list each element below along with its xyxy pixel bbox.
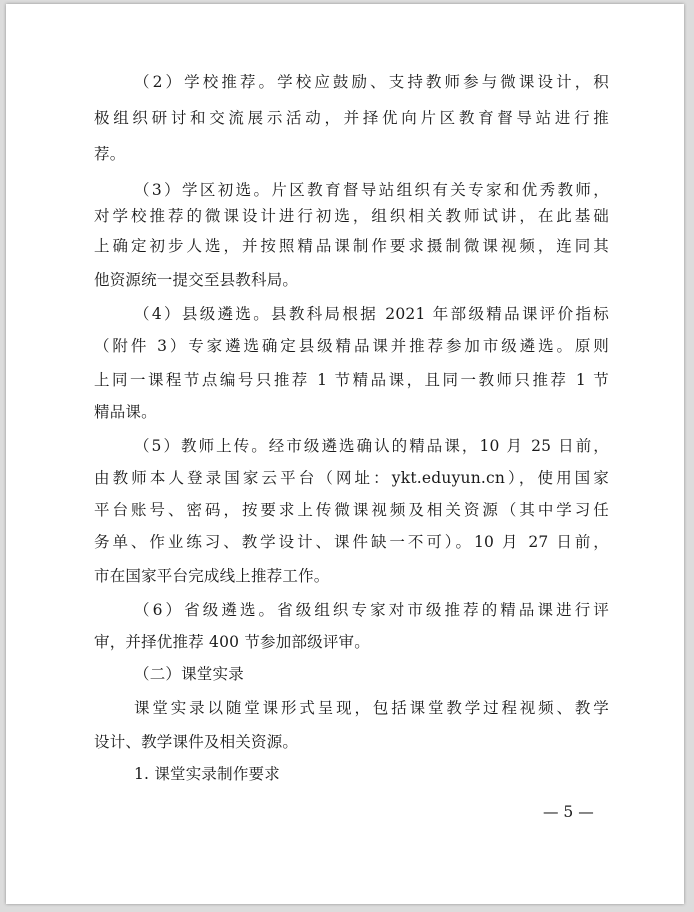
text-line: （6）省级遴选。省级组织专家对市级推荐的精品课进行评 (134, 601, 609, 619)
text-line: 平台账号、密码，按要求上传微课视频及相关资源（其中学习任 (94, 501, 609, 519)
document-page (6, 4, 684, 904)
text-line: 对学校推荐的微课设计进行初选，组织相关教师试讲，在此基础 (94, 207, 609, 225)
text-line: 课堂实录以随堂课形式呈现，包括课堂教学过程视频、教学 (134, 699, 609, 717)
page-number: — 5 — (543, 803, 594, 821)
text-line: 上确定初步人选，并按照精品课制作要求摄制微课视频，连同其 (94, 237, 609, 255)
text-line: （附件 3）专家遴选确定县级精品课并推荐参加市级遴选。原则 (94, 337, 609, 355)
text-line: 审，并择优推荐 400 节参加部级评审。 (94, 633, 370, 651)
text-line: 荐。 (94, 145, 126, 163)
text-line: 设计、教学课件及相关资源。 (94, 733, 299, 751)
text-line: （3）学区初选。片区教育督导站组织有关专家和优秀教师， (134, 181, 609, 199)
text-line: 精品课。 (94, 403, 157, 421)
text-line: （2）学校推荐。学校应鼓励、支持教师参与微课设计，积 (134, 73, 609, 91)
subsection-heading: 1. 课堂实录制作要求 (134, 765, 280, 783)
text-line: 市在国家平台完成线上推荐工作。 (94, 567, 330, 585)
text-line: 极组织研讨和交流展示活动，并择优向片区教育督导站进行推 (94, 109, 609, 127)
section-heading: （二）课堂实录 (134, 665, 244, 683)
text-line: （4）县级遴选。县教科局根据 2021 年部级精品课评价指标 (134, 305, 609, 323)
text-line: 上同一课程节点编号只推荐 1 节精品课，且同一教师只推荐 1 节 (94, 371, 609, 389)
text-line: 他资源统一提交至县教科局。 (94, 271, 299, 289)
text-line: 务单、作业练习、教学设计、课件缺一不可）。10 月 27 日前， (94, 533, 609, 551)
text-line: （5）教师上传。经市级遴选确认的精品课，10 月 25 日前， (134, 437, 609, 455)
text-line: 由教师本人登录国家云平台（网址：ykt.eduyun.cn），使用国家 (94, 469, 609, 487)
